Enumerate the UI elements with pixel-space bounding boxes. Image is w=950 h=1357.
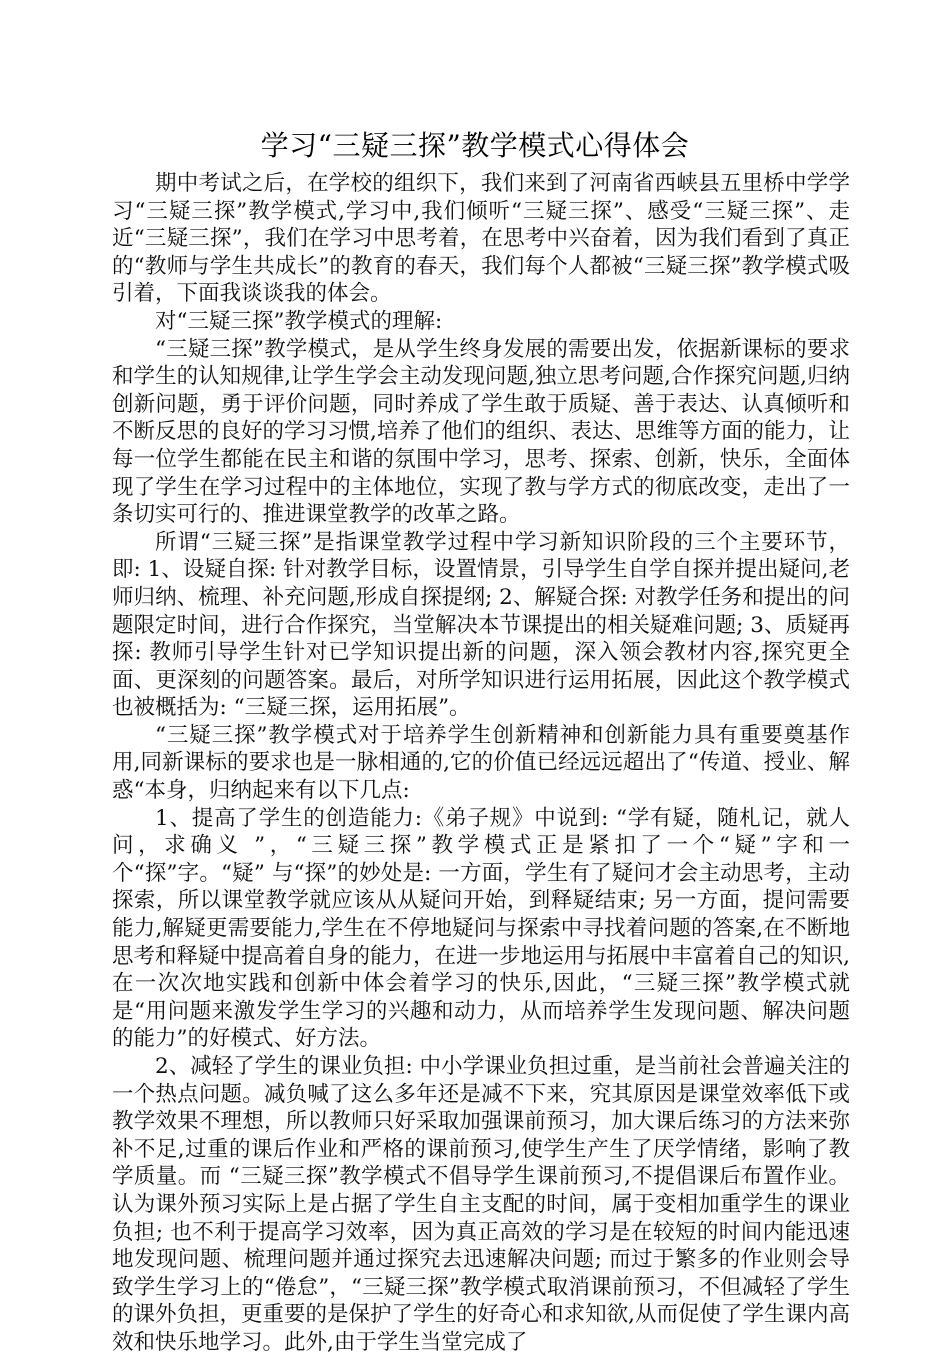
paragraph: “三疑三探”教学模式对于培养学生创新精神和创新能力具有重要奠基作用,同新课标的要求也是一脉相通的,它的价值已经远远超出了“传道、授业、解惑“本身，归纳起来有以下几点: <box>112 722 850 804</box>
paragraph: 2、减轻了学生的课业负担: 中小学课业负担过重，是当前社会普遍关注的一个热点问题。减负喊了这么多年还是减不下来，究其原因是课堂效率低下或教学效果不理想，所以教师只好采取加强课前预习，加大课后练习的方法来弥补不足,过重的课后作业和严格的课前预习,使学生产生了厌学情绪，影响了教学质量。而 “三疑三探”教学模式不倡导学生课前预习,不提倡课后布置作业。认为课外预习实际上是占据了学生自主支配的时间，属于变相加重学生的课业负担; 也不利于提高学习效率，因为真正高效的学习是在较短的时间内能迅速地发现问题、梳理问题并通过探究去迅速解决问题; 而过于繁多的作业则会导致学生学习上的“倦怠”，“三疑三探”教学模式取消课前预习，不但减轻了学生的课外负担，更重要的是保护了学生的好奇心和求知欲,从而促使了学生课内高效和快乐地学习。此外,由于学生当堂完成了 <box>112 1054 850 1355</box>
paragraph: 对“三疑三探”教学模式的理解: <box>155 308 443 334</box>
paragraph: 所谓“三疑三探”是指课堂教学过程中学习新知识阶段的三个主要环节，即: 1、设疑自探: 针对教学目标，设置情景，引导学生自学自探并提出疑问,老师归纳、梳理、补充问题,形成自探提纲; 2、解疑合探: 对教学任务和提出的问题限定时间，进行合作探究，当堂解决本节课提出的相关疑难问题; 3、质疑再探: 教师引导学生针对已学知识提出新的问题，深入领会教材内容,探究更全面、更深刻的问题答案。最后，对所学知识进行运用拓展，因此这个教学模式也被概括为: “三疑三探，运用拓展”。 <box>112 529 850 721</box>
paragraph: “三疑三探”教学模式，是从学生终身发展的需要出发，依据新课标的要求和学生的认知规律,让学生学会主动发现问题,独立思考问题,合作探究问题,归纳创新问题，勇于评价问题，同时养成了学生敢于质疑、善于表达、认真倾听和不断反思的良好的学习习惯,培养了他们的组织、表达、思维等方面的能力，让每一位学生都能在民主和谐的氛围中学习，思考、探索、创新，快乐，全面体现了学生在学习过程中的主体地位，实现了教与学方式的彻底改变，走出了一条切实可行的、推进课堂教学的改革之路。 <box>112 336 850 528</box>
document-body <box>112 170 850 1357</box>
paragraph: 1、提高了学生的创造能力:《弟子规》中说到: “学有疑，随札记，就人问，求确义 ”，“三疑三探”教学模式正是紧扣了一个“疑”字和一个“探”字。“疑” 与“探”的妙处是: 一方面，学生有了疑问才会主动思考，主动探索，所以课堂教学就应该从从疑问开始，到释疑结束; 另一方面，提问需要能力,解疑更需要能力,学生在不停地疑问与探索中寻找着问题的答案,在不断地思考和释疑中提高着自身的能力，在进一步地运用与拓展中丰富着自己的知识,在一次次地实践和创新中体会着学习的快乐,因此，“三疑三探”教学模式就是“用问题来激发学生学习的兴趣和动力，从而培养学生发现问题、解决问题的能力”的好模式、好方法。 <box>112 805 850 1052</box>
document-title: 学习“三疑三探”教学模式心得体会 <box>260 129 690 162</box>
paragraph: 期中考试之后，在学校的组织下，我们来到了河南省西峡县五里桥中学学习“三疑三探”教学模式,学习中,我们倾听“三疑三探”、感受“三疑三探”、走近“三疑三探”，我们在学习中思考着，在思考中兴奋着，因为我们看到了真正的“教师与学生共成长”的教育的春天，我们每个人都被“三疑三探”教学模式吸引着，下面我谈谈我的体会。 <box>112 171 850 307</box>
